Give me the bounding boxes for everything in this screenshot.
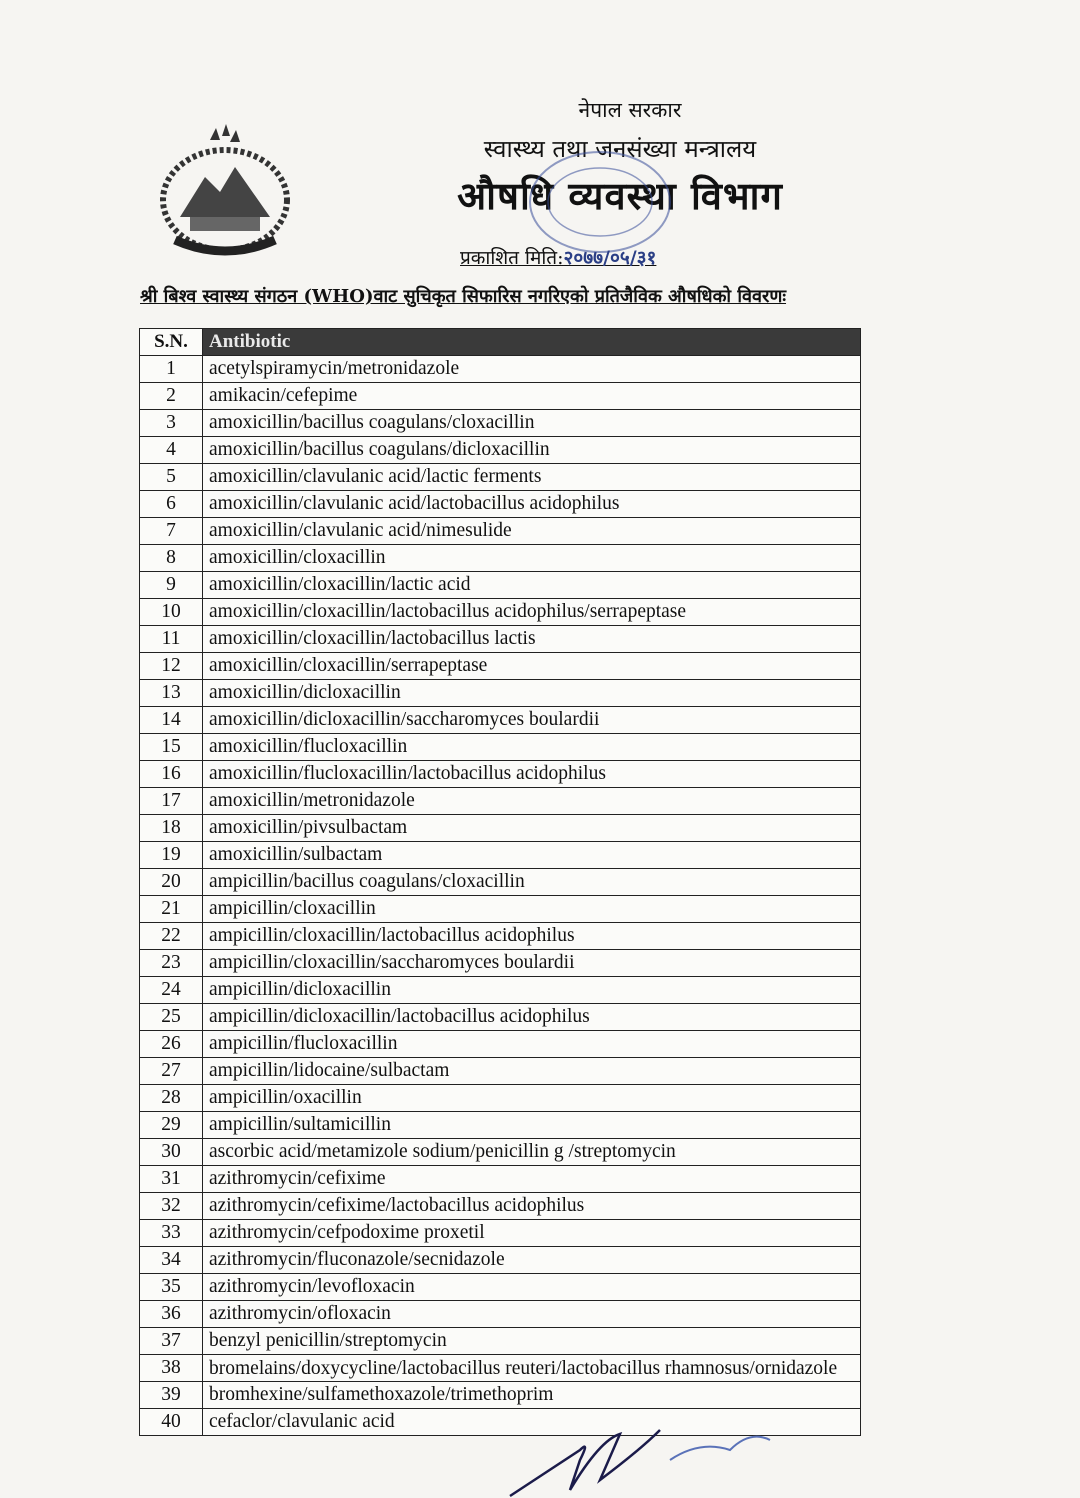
row-antibiotic-name: azithromycin/cefixime/lactobacillus acidophilus (203, 1193, 861, 1220)
row-serial-number: 31 (140, 1166, 203, 1193)
row-antibiotic-name: amoxicillin/cloxacillin/lactobacillus lactis (203, 626, 861, 653)
table-row (140, 1355, 861, 1382)
row-serial-number: 27 (140, 1058, 203, 1085)
row-antibiotic-name: amoxicillin/dicloxacillin (203, 680, 861, 707)
row-serial-number: 6 (140, 491, 203, 518)
table-row (140, 734, 861, 761)
row-antibiotic-name: ampicillin/dicloxacillin (203, 977, 861, 1004)
row-antibiotic-name: ampicillin/cloxacillin (203, 896, 861, 923)
row-serial-number: 33 (140, 1220, 203, 1247)
row-antibiotic-name: amoxicillin/pivsulbactam (203, 815, 861, 842)
table-row (140, 599, 861, 626)
row-antibiotic-name: amoxicillin/bacillus coagulans/cloxacillin (203, 410, 861, 437)
row-serial-number: 2 (140, 383, 203, 410)
row-antibiotic-name: azithromycin/ofloxacin (203, 1301, 861, 1328)
antibiotic-table (139, 328, 861, 1436)
table-row (140, 923, 861, 950)
row-serial-number: 17 (140, 788, 203, 815)
published-date-value: २०७७/०५/३१ (563, 247, 657, 269)
row-serial-number: 8 (140, 545, 203, 572)
row-antibiotic-name: ampicillin/lidocaine/sulbactam (203, 1058, 861, 1085)
table-row (140, 680, 861, 707)
table-row (140, 977, 861, 1004)
row-serial-number: 22 (140, 923, 203, 950)
row-serial-number: 5 (140, 464, 203, 491)
row-antibiotic-name: bromhexine/sulfamethoxazole/trimethoprim (203, 1382, 861, 1409)
table-header-row (140, 329, 861, 356)
table-row (140, 1031, 861, 1058)
row-antibiotic-name: amikacin/cefepime (203, 383, 861, 410)
table-row (140, 896, 861, 923)
row-antibiotic-name: amoxicillin/bacillus coagulans/dicloxacillin (203, 437, 861, 464)
row-serial-number: 9 (140, 572, 203, 599)
table-row (140, 1328, 861, 1355)
table-row (140, 1166, 861, 1193)
table-row (140, 572, 861, 599)
column-header-antibiotic: Antibiotic (203, 329, 861, 356)
row-serial-number: 7 (140, 518, 203, 545)
row-antibiotic-name: ampicillin/bacillus coagulans/cloxacillin (203, 869, 861, 896)
government-name: नेपाल सरकार (578, 98, 682, 122)
row-serial-number: 16 (140, 761, 203, 788)
row-antibiotic-name: amoxicillin/cloxacillin/lactic acid (203, 572, 861, 599)
column-header-sn: S.N. (140, 329, 203, 356)
row-serial-number: 1 (140, 356, 203, 383)
table-row (140, 1058, 861, 1085)
row-serial-number: 19 (140, 842, 203, 869)
table-row (140, 1139, 861, 1166)
row-serial-number: 10 (140, 599, 203, 626)
row-antibiotic-name: bromelains/doxycycline/lactobacillus reuteri/lactobacillus rhamnosus/ornidazole (203, 1355, 861, 1382)
table-row (140, 383, 861, 410)
row-serial-number: 39 (140, 1382, 203, 1409)
row-serial-number: 13 (140, 680, 203, 707)
table-row (140, 950, 861, 977)
table-row (140, 653, 861, 680)
row-antibiotic-name: ampicillin/flucloxacillin (203, 1031, 861, 1058)
row-serial-number: 4 (140, 437, 203, 464)
table-row (140, 1274, 861, 1301)
row-serial-number: 11 (140, 626, 203, 653)
row-antibiotic-name: amoxicillin/clavulanic acid/lactic ferments (203, 464, 861, 491)
table-row (140, 1193, 861, 1220)
row-serial-number: 20 (140, 869, 203, 896)
published-date-label: प्रकाशित मिति: (460, 247, 564, 269)
table-row (140, 437, 861, 464)
nepal-emblem-icon (150, 122, 300, 260)
row-serial-number: 15 (140, 734, 203, 761)
row-antibiotic-name: ampicillin/cloxacillin/saccharomyces boulardii (203, 950, 861, 977)
table-row (140, 869, 861, 896)
row-antibiotic-name: azithromycin/cefixime (203, 1166, 861, 1193)
row-antibiotic-name: ascorbic acid/metamizole sodium/penicillin g /streptomycin (203, 1139, 861, 1166)
row-serial-number: 32 (140, 1193, 203, 1220)
row-antibiotic-name: amoxicillin/cloxacillin (203, 545, 861, 572)
row-antibiotic-name: azithromycin/levofloxacin (203, 1274, 861, 1301)
row-antibiotic-name: ampicillin/cloxacillin/lactobacillus acidophilus (203, 923, 861, 950)
row-serial-number: 14 (140, 707, 203, 734)
row-serial-number: 21 (140, 896, 203, 923)
row-antibiotic-name: amoxicillin/flucloxacillin (203, 734, 861, 761)
row-serial-number: 3 (140, 410, 203, 437)
table-row (140, 1247, 861, 1274)
row-antibiotic-name: azithromycin/fluconazole/secnidazole (203, 1247, 861, 1274)
ministry-name: स्वास्थ्य तथा जनसंख्या मन्त्रालय (483, 135, 757, 163)
row-antibiotic-name: amoxicillin/clavulanic acid/nimesulide (203, 518, 861, 545)
row-serial-number: 29 (140, 1112, 203, 1139)
table-row (140, 815, 861, 842)
row-serial-number: 28 (140, 1085, 203, 1112)
row-antibiotic-name: acetylspiramycin/metronidazole (203, 356, 861, 383)
row-serial-number: 35 (140, 1274, 203, 1301)
row-antibiotic-name: amoxicillin/dicloxacillin/saccharomyces boulardii (203, 707, 861, 734)
row-antibiotic-name: azithromycin/cefpodoxime proxetil (203, 1220, 861, 1247)
table-row (140, 1301, 861, 1328)
table-row (140, 356, 861, 383)
row-serial-number: 37 (140, 1328, 203, 1355)
row-serial-number: 26 (140, 1031, 203, 1058)
table-row (140, 842, 861, 869)
table-row (140, 626, 861, 653)
row-serial-number: 12 (140, 653, 203, 680)
row-antibiotic-name: amoxicillin/metronidazole (203, 788, 861, 815)
table-row (140, 1220, 861, 1247)
row-serial-number: 25 (140, 1004, 203, 1031)
table-row (140, 761, 861, 788)
row-antibiotic-name: amoxicillin/clavulanic acid/lactobacillus acidophilus (203, 491, 861, 518)
row-antibiotic-name: ampicillin/sultamicillin (203, 1112, 861, 1139)
row-antibiotic-name: ampicillin/dicloxacillin/lactobacillus acidophilus (203, 1004, 861, 1031)
table-row (140, 1085, 861, 1112)
table-row (140, 788, 861, 815)
table-row (140, 518, 861, 545)
table-row (140, 410, 861, 437)
department-name: औषधि व्यवस्था विभाग (457, 173, 783, 218)
row-antibiotic-name: amoxicillin/cloxacillin/lactobacillus acidophilus/serrapeptase (203, 599, 861, 626)
row-serial-number: 38 (140, 1355, 203, 1382)
table-row (140, 707, 861, 734)
table-row (140, 1112, 861, 1139)
row-antibiotic-name: amoxicillin/flucloxacillin/lactobacillus acidophilus (203, 761, 861, 788)
table-body (140, 356, 861, 1436)
row-antibiotic-name: amoxicillin/sulbactam (203, 842, 861, 869)
list-title: श्री बिश्व स्वास्थ्य संगठन (WHO)वाट सुचिकृत सिफारिस नगरिएको प्रतिजैविक औषधिको विवरणः (140, 286, 787, 307)
table-row (140, 464, 861, 491)
row-serial-number: 40 (140, 1409, 203, 1436)
row-antibiotic-name: benzyl penicillin/streptomycin (203, 1328, 861, 1355)
row-serial-number: 18 (140, 815, 203, 842)
table-row (140, 1004, 861, 1031)
row-serial-number: 30 (140, 1139, 203, 1166)
row-serial-number: 34 (140, 1247, 203, 1274)
row-antibiotic-name: ampicillin/oxacillin (203, 1085, 861, 1112)
table-row (140, 545, 861, 572)
row-serial-number: 24 (140, 977, 203, 1004)
table-row (140, 1382, 861, 1409)
published-date (460, 244, 656, 270)
signature-icon (500, 1420, 800, 1498)
table-row (140, 491, 861, 518)
row-serial-number: 36 (140, 1301, 203, 1328)
row-serial-number: 23 (140, 950, 203, 977)
row-antibiotic-name: cefaclor/clavulanic acid (203, 1409, 861, 1436)
row-antibiotic-name: amoxicillin/cloxacillin/serrapeptase (203, 653, 861, 680)
